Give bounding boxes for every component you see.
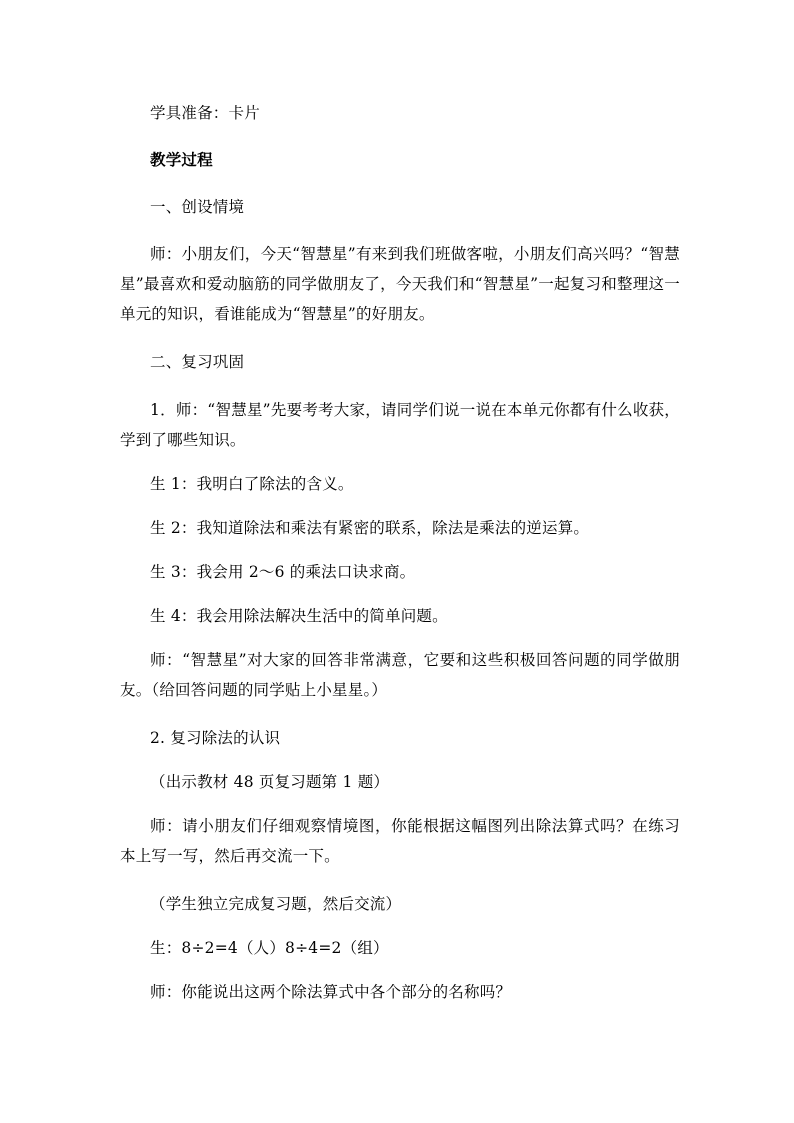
section-title-teaching-process: 教学过程 xyxy=(150,150,213,169)
section-heading-review: 二、复习巩固 xyxy=(150,353,245,371)
materials-line: 学具准备：卡片 xyxy=(150,104,260,122)
review-question-paragraph: 1．师：“智慧星”先要考考大家，请同学们说一说在本单元你都有什么收获，学到了哪些知识。 xyxy=(120,401,680,449)
textbook-reference: （出示教材 48 页复习题第 1 题） xyxy=(150,773,390,791)
teacher-intro-paragraph: 师：小朋友们，今天“智慧星”有来到我们班做客啦，小朋友们高兴吗？“智慧星”最喜欢和爱动脑筋的同学做朋友了，今天我们和“智慧星”一起复习和整理这一单元的知识，看谁能成为“智慧星”的好朋友。 xyxy=(120,245,680,323)
student-answer-1: 生 1：我明白了除法的含义。 xyxy=(150,475,354,493)
teacher-instruction-paragraph: 师：请小朋友们仔细观察情境图，你能根据这幅图列出除法算式吗？在练习本上写一写，然后再交流一下。 xyxy=(120,817,680,865)
student-answer-2: 生 2：我知道除法和乘法有紧密的联系，除法是乘法的逆运算。 xyxy=(150,519,590,537)
teacher-praise-paragraph: 师：“智慧星”对大家的回答非常满意，它要和这些积极回答问题的同学做朋友。（给回答问题的同学贴上小星星。） xyxy=(120,651,680,699)
subsection-heading-division: 2. 复习除法的认识 xyxy=(150,729,281,747)
student-answer-4: 生 4：我会用除法解决生活中的简单问题。 xyxy=(150,607,448,625)
student-division-answer: 生：8÷2=4（人）8÷4=2（组） xyxy=(150,939,389,957)
teacher-question-line: 师：你能说出这两个除法算式中各个部分的名称吗？ xyxy=(150,983,512,1001)
student-answer-3: 生 3：我会用 2～6 的乘法口诀求商。 xyxy=(150,563,416,581)
section-heading-scenario: 一、创设情境 xyxy=(150,198,245,216)
document-body xyxy=(120,98,680,1007)
student-activity-note: （学生独立完成复习题，然后交流） xyxy=(150,895,402,913)
